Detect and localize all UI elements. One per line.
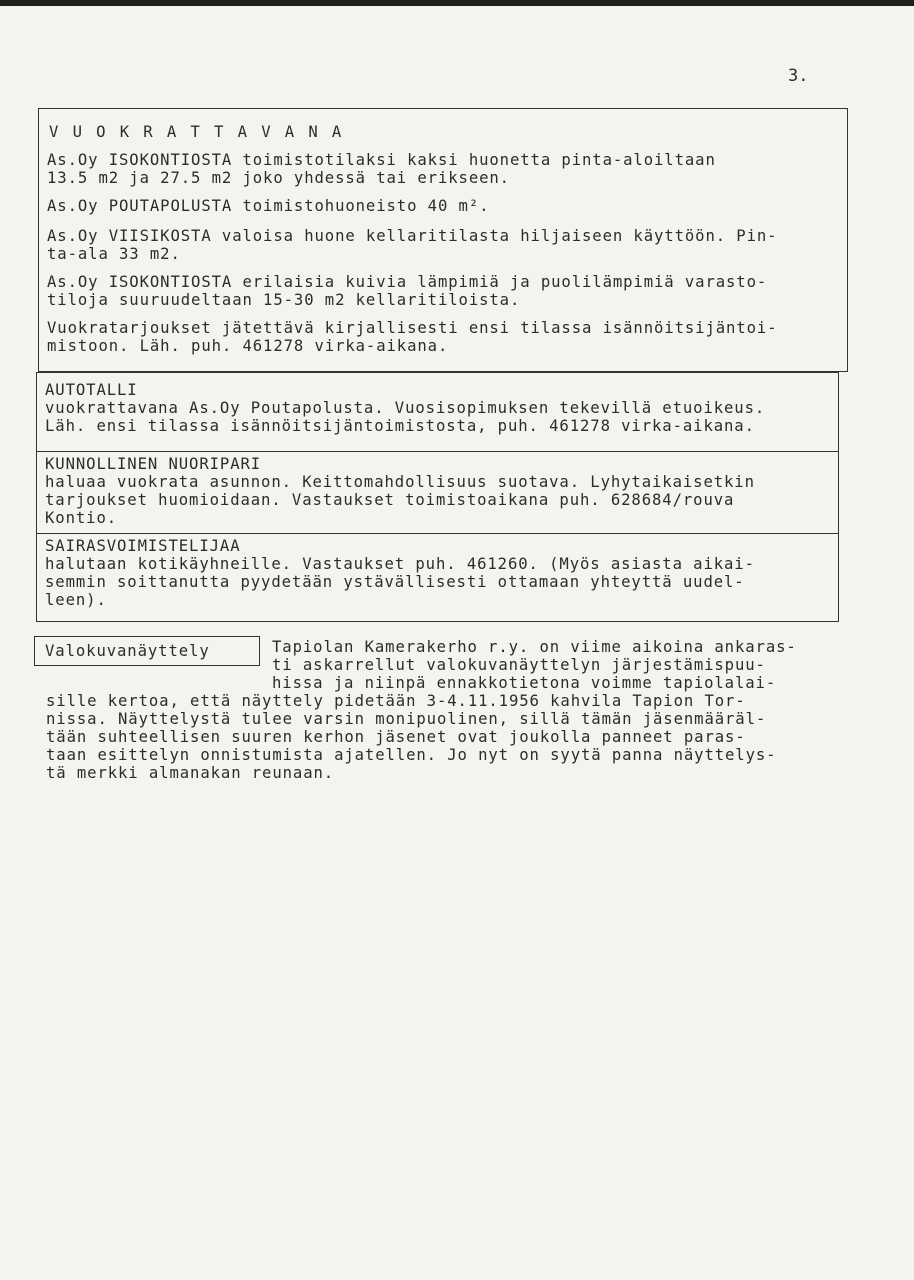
listing-line: As.Oy ISOKONTIOSTA toimistotilaksi kaksi huonetta pinta-aloiltaan <box>47 151 716 169</box>
ad-autotalli <box>45 381 765 435</box>
valokuva-label: Valokuvanäyttely <box>45 642 210 660</box>
vuokrattavana-heading: V U O K R A T T A V A N A <box>49 123 344 141</box>
valokuva-line: tä merkki almanakan reunaan. <box>46 764 335 782</box>
valokuva-line: ti askarrellut valokuvanäyttelyn järjestämispuu- <box>272 656 766 674</box>
listing-paragraph <box>47 197 489 215</box>
ad-heading: SAIRASVOIMISTELIJAA <box>45 537 241 555</box>
ad-heading: AUTOTALLI <box>45 381 138 399</box>
valokuva-line: taan esittelyn onnistumista ajatellen. Jo nyt on syytä panna näyttelys- <box>46 746 777 764</box>
ad-line: Kontio. <box>45 509 118 527</box>
listing-line: As.Oy VIISIKOSTA valoisa huone kellaritilasta hiljaiseen käyttöön. Pin- <box>47 227 778 245</box>
listing-line: Vuokratarjoukset jätettävä kirjallisesti ensi tilassa isännöitsijäntoi- <box>47 319 778 337</box>
listing-paragraph <box>47 319 777 355</box>
ad-sairasvoimistelija <box>45 537 755 609</box>
ad-divider <box>37 533 838 534</box>
valokuva-line: tään suhteellisen suuren kerhon jäsenet ovat joukolla panneet paras- <box>46 728 746 746</box>
valokuva-line: sille kertoa, että näyttely pidetään 3-4.11.1956 kahvila Tapion Tor- <box>46 692 746 710</box>
valokuva-line: nissa. Näyttelystä tulee varsin monipuolinen, sillä tämän jäsenmääräl- <box>46 710 767 728</box>
listing-line: 13.5 m2 ja 27.5 m2 joko yhdessä tai erikseen. <box>47 169 510 187</box>
ad-line: leen). <box>45 591 107 609</box>
ad-nuoripari <box>45 455 755 527</box>
ad-heading: KUNNOLLINEN NUORIPARI <box>45 455 262 473</box>
listing-line: As.Oy POUTAPOLUSTA toimistohuoneisto 40 m². <box>47 197 490 215</box>
listing-paragraph <box>47 151 716 187</box>
listing-line: mistoon. Läh. puh. 461278 virka-aikana. <box>47 337 449 355</box>
valokuva-line: hissa ja niinpä ennakkotietona voimme tapiolalai- <box>272 674 777 692</box>
ad-line: semmin soittanutta pyydetään ystävällisesti ottamaan yhteyttä uudel- <box>45 573 745 591</box>
listing-line: As.Oy ISOKONTIOSTA erilaisia kuivia lämpimiä ja puolilämpimiä varasto- <box>47 273 768 291</box>
ad-line: vuokrattavana As.Oy Poutapolusta. Vuosisopimuksen tekevillä etuoikeus. <box>45 399 766 417</box>
ad-line: tarjoukset huomioidaan. Vastaukset toimistoaikana puh. 628684/rouva <box>45 491 735 509</box>
listing-line: tiloja suuruudeltaan 15-30 m2 kellaritiloista. <box>47 291 521 309</box>
listing-line: ta-ala 33 m2. <box>47 245 181 263</box>
page-top-edge <box>0 0 914 6</box>
ad-line: haluaa vuokrata asunnon. Keittomahdollisuus suotava. Lyhytaikaisetkin <box>45 473 755 491</box>
valokuva-side-text <box>272 638 797 692</box>
valokuva-line: Tapiolan Kamerakerho r.y. on viime aikoina ankaras- <box>272 638 797 656</box>
valokuva-label-box <box>34 636 260 666</box>
ad-divider <box>37 451 838 452</box>
page-number: 3. <box>788 66 809 86</box>
ad-line: Läh. ensi tilassa isännöitsijäntoimistosta, puh. 461278 virka-aikana. <box>45 417 755 435</box>
vuokrattavana-box <box>38 108 848 372</box>
valokuva-body-text <box>46 692 776 782</box>
listing-paragraph <box>47 227 777 263</box>
ad-line: halutaan kotikäyhneille. Vastaukset puh. 461260. (Myös asiasta aikai- <box>45 555 755 573</box>
ads-box <box>36 372 839 622</box>
listing-paragraph <box>47 273 767 309</box>
